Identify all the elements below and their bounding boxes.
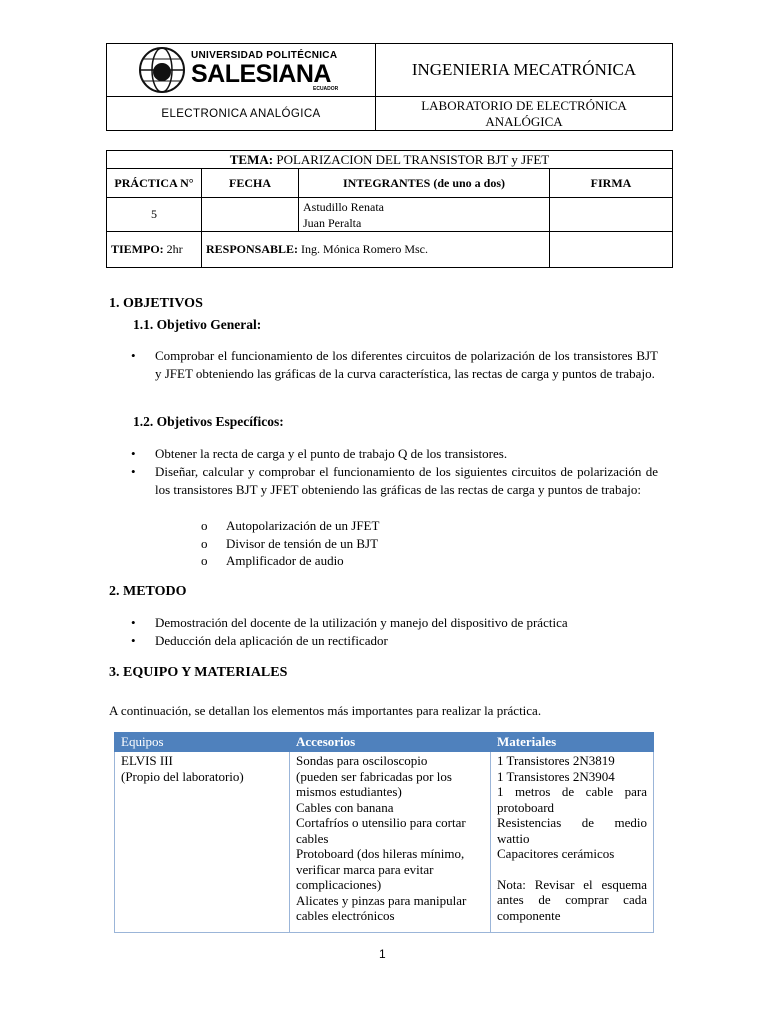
tiempo-cell (107, 232, 202, 268)
accesorio-item: Alicates y pinzas para manipular cables electrónicos (296, 892, 467, 923)
bullet-icon: • (131, 348, 136, 363)
responsable-value: Ing. Mónica Romero Msc. (301, 242, 429, 256)
page-number: 1 (379, 947, 386, 961)
integrante-2: Juan Peralta (303, 215, 362, 230)
practica-number: 5 (107, 198, 202, 232)
section-1-1-title: 1.1. Objetivo General: (133, 317, 262, 332)
header-table (106, 43, 673, 131)
material-item: 1 metros de cable para protoboard (497, 784, 647, 815)
sub-item-marker-2: o (201, 536, 208, 551)
logo-salesiana-text: SALESIANA (191, 60, 331, 88)
responsable-label: RESPONSABLE: (206, 242, 299, 256)
tema-row (107, 151, 673, 169)
equipo-item: (Propio del laboratorio) (121, 768, 244, 784)
col-fecha: FECHA (202, 169, 299, 198)
tema-label: TEMA: (229, 151, 274, 167)
method-item-2: • Deducción dela aplicación de un rectificador (131, 633, 388, 648)
accesorio-item: (pueden ser fabricadas por los mismos estudiantes) (296, 768, 452, 799)
tiempo-value: 2hr (166, 242, 183, 256)
bullet-icon: • (131, 464, 136, 479)
material-note: Nota: Revisar el esquema antes de comprar cada componente (497, 876, 647, 923)
logo-cell (107, 44, 376, 97)
bullet-icon: • (131, 615, 136, 630)
accesorio-item: Cortafríos o utensilio para cortar cables (296, 815, 466, 846)
accesorio-item: Sondas para osciloscopio (296, 753, 428, 768)
section-3-intro: A continuación, se detallan los elementos más importantes para realizar la práctica. (109, 703, 542, 718)
firma-value (550, 198, 673, 232)
tema-value: POLARIZACION DEL TRANSISTOR BJT y JFET (276, 151, 550, 167)
header-equipos: Equipos (115, 733, 290, 752)
material-item: Capacitores cerámicos (497, 846, 615, 861)
section-2-title: 2. METODO (109, 584, 187, 599)
tiempo-label: TIEMPO: (111, 242, 164, 256)
col-integrantes: INTEGRANTES (de uno a dos) (299, 169, 550, 198)
sub-item-2: Divisor de tensión de un BJT (226, 536, 379, 551)
sub-item-1: Autopolarización de un JFET (226, 518, 380, 533)
material-item: Resistencias de medio wattio (497, 815, 647, 846)
section-3-title: 3. EQUIPO Y MATERIALES (109, 665, 288, 680)
practice-info-table (106, 150, 673, 268)
material-item: 1 Transistores 2N3904 (497, 768, 615, 784)
lab-name: LABORATORIO DE ELECTRÓNICA ANALÓGICA (376, 97, 673, 131)
equipos-cell (115, 752, 290, 933)
method-item-1: • Demostración del docente de la utilización y manejo del dispositivo de práctica (131, 615, 568, 630)
integrantes-cell (299, 198, 550, 232)
col-firma: FIRMA (550, 169, 673, 198)
career-title: INGENIERIA MECATRÓNICA (376, 44, 673, 97)
materiales-cell (491, 752, 654, 933)
section-1-title: 1. OBJETIVOS (109, 296, 203, 311)
globe-logo-icon (137, 46, 187, 94)
sub-item-3: Amplificador de audio (226, 553, 344, 568)
col-practica: PRÁCTICA N° (107, 169, 202, 198)
accesorio-item: Cables con banana (296, 799, 394, 815)
objective-specific-item-2: • Diseñar, calcular y comprobar el funcionamiento de los siguientes circuitos de polarización de los transistores BJT y JFET obteniendo las gráficas de las rectas de carga y puntos de trabajo: (131, 464, 658, 497)
equipo-item: ELVIS III (121, 753, 173, 768)
responsable-cell (202, 232, 550, 268)
equipment-table (114, 732, 654, 933)
logo-country-text: ECUADOR (313, 86, 339, 92)
section-1-2-title: 1.2. Objetivos Específicos: (133, 414, 284, 429)
accesorio-item: Protoboard (dos hileras mínimo, verificar marca para evitar complicaciones) (296, 846, 465, 892)
logo-university-text: UNIVERSIDAD POLITÉCNICA (191, 50, 338, 61)
material-item: 1 Transistores 2N3819 (497, 753, 615, 768)
sub-item-marker-3: o (201, 553, 208, 568)
header-accesorios: Accesorios (290, 733, 491, 752)
fecha-value (202, 198, 299, 232)
objective-specific-item-1: • Obtener la recta de carga y el punto de trabajo Q de los transistores. (131, 446, 508, 461)
integrante-1: Astudillo Renata (303, 199, 384, 214)
accesorios-cell (290, 752, 491, 933)
responsable-empty (550, 232, 673, 268)
header-materiales: Materiales (491, 733, 654, 752)
objective-general-item: • Comprobar el funcionamiento de los diferentes circuitos de polarización de los transistores BJT y JFET obteniendo las gráficas de la curva característica, las rectas de carga y puntos de trabajo. (131, 348, 658, 381)
sub-item-marker-1: o (201, 518, 208, 533)
subject-name: ELECTRONICA ANALÓGICA (107, 97, 376, 131)
bullet-icon: • (131, 446, 136, 461)
bullet-icon: • (131, 633, 136, 648)
